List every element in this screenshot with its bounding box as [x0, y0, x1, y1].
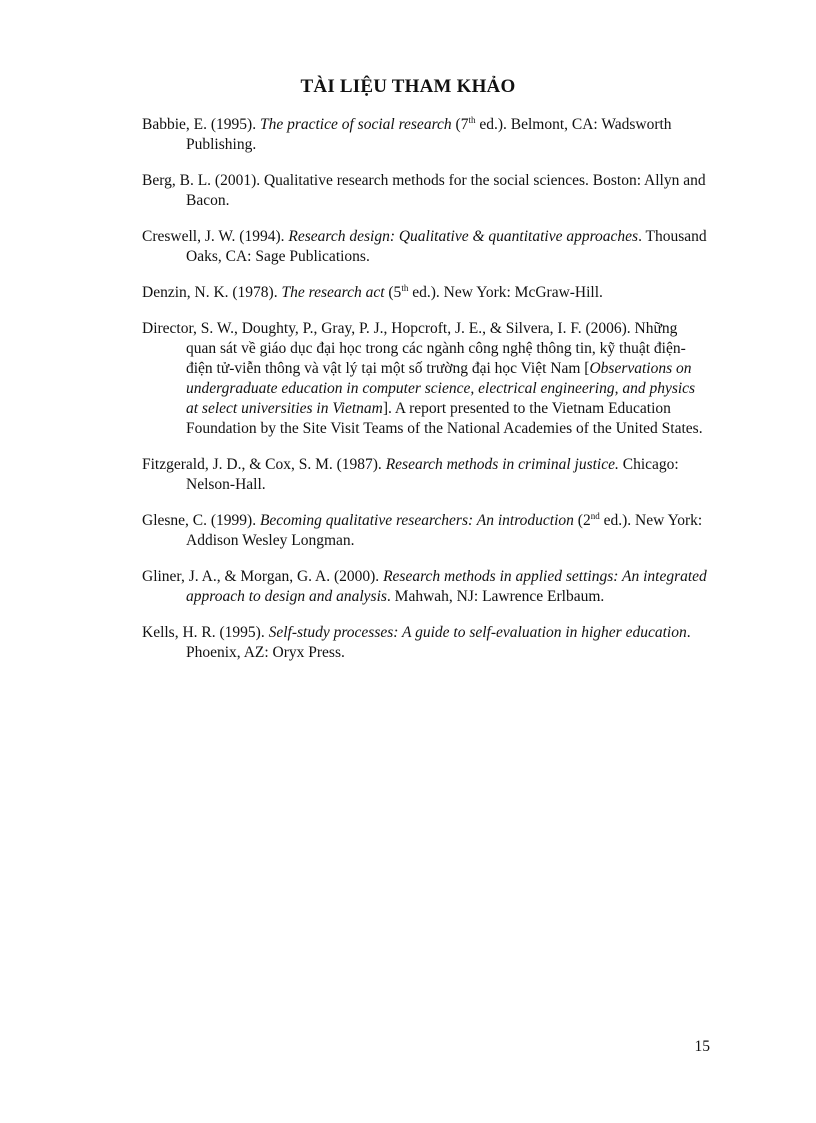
reference-title: Observations on undergraduate education in computer science, electrical engineering, and physics at select universities in Vietnam — [186, 360, 696, 417]
reference-edition: (2 — [573, 512, 591, 529]
page-number: 15 — [694, 1038, 710, 1055]
reference-edition-suffix: th — [468, 114, 476, 125]
reference-authors: Creswell, J. W. (1994). — [142, 228, 289, 245]
reference-title: Research methods in criminal justice. — [385, 456, 619, 473]
reference-authors: Kells, H. R. (1995). — [142, 624, 269, 641]
reference-entry — [142, 171, 708, 211]
reference-authors: Denzin, N. K. (1978). — [142, 284, 282, 301]
reference-publisher: . Phoenix, AZ: Oryx Press. — [186, 624, 691, 661]
reference-entry — [142, 319, 708, 439]
reference-edition-suffix: nd — [590, 510, 600, 521]
reference-title: Self-study processes: A guide to self-evaluation in higher education — [268, 624, 687, 641]
reference-edition-end: ed.) — [475, 116, 504, 133]
reference-title: The research act — [281, 284, 385, 301]
reference-edition-end: ed.) — [599, 512, 628, 529]
reference-publisher: ]. A report presented to the Vietnam Education Foundation by the Site Visit Teams of the National Academies of the United States. — [186, 400, 703, 437]
reference-authors: Director, S. W., Doughty, P., Gray, P. J., Hopcroft, J. E., & Silvera, I. F. (2006). — [142, 320, 635, 337]
reference-authors: Fitzgerald, J. D., & Cox, S. M. (1987). — [142, 456, 386, 473]
reference-edition: (7 — [451, 116, 469, 133]
reference-authors: Berg, B. L. (2001). — [142, 172, 264, 189]
reference-publisher: . New York: Addison Wesley Longman. — [186, 512, 703, 549]
reference-edition-end: ed.) — [408, 284, 436, 301]
reference-edition-suffix: th — [401, 282, 409, 293]
reference-publisher: . Belmont, CA: Wadsworth Publishing. — [186, 116, 672, 153]
reference-publisher: . New York: McGraw-Hill. — [435, 284, 603, 301]
page-title: TÀI LIỆU THAM KHẢO — [300, 76, 516, 97]
reference-entry — [142, 567, 708, 607]
reference-authors: Babbie, E. (1995). — [142, 116, 260, 133]
reference-entry — [142, 227, 708, 267]
reference-publisher: . Thousand Oaks, CA: Sage Publications. — [186, 228, 707, 265]
reference-entry — [142, 115, 708, 155]
reference-title: Becoming qualitative researchers: An introduction — [259, 512, 574, 529]
reference-publisher: . Mahwah, NJ: Lawrence Erlbaum. — [386, 588, 605, 605]
reference-title: Research design: Qualitative & quantitative approaches — [288, 228, 639, 245]
reference-vietnamese-title: Những quan sát về giáo dục đại học trong các ngành công nghệ thông tin, kỹ thuật điện-điện tử-viễn thông và vật lý tại một số trường đại học Việt Nam [ — [186, 320, 686, 377]
reference-entry — [142, 511, 708, 551]
reference-title: Research methods in applied settings: An integrated approach to design and analysis — [186, 568, 707, 605]
reference-entry — [142, 455, 708, 495]
reference-edition: (5 — [384, 284, 402, 301]
reference-entry — [142, 283, 708, 303]
reference-list — [142, 115, 708, 679]
reference-authors: Gliner, J. A., & Morgan, G. A. (2000). — [142, 568, 384, 585]
reference-publisher: Chicago: Nelson-Hall. — [186, 456, 679, 493]
reference-body: Qualitative research methods for the social sciences. Boston: Allyn and Bacon. — [186, 172, 706, 209]
reference-entry — [142, 623, 708, 663]
reference-title: The practice of social research — [259, 116, 452, 133]
reference-authors: Glesne, C. (1999). — [142, 512, 260, 529]
